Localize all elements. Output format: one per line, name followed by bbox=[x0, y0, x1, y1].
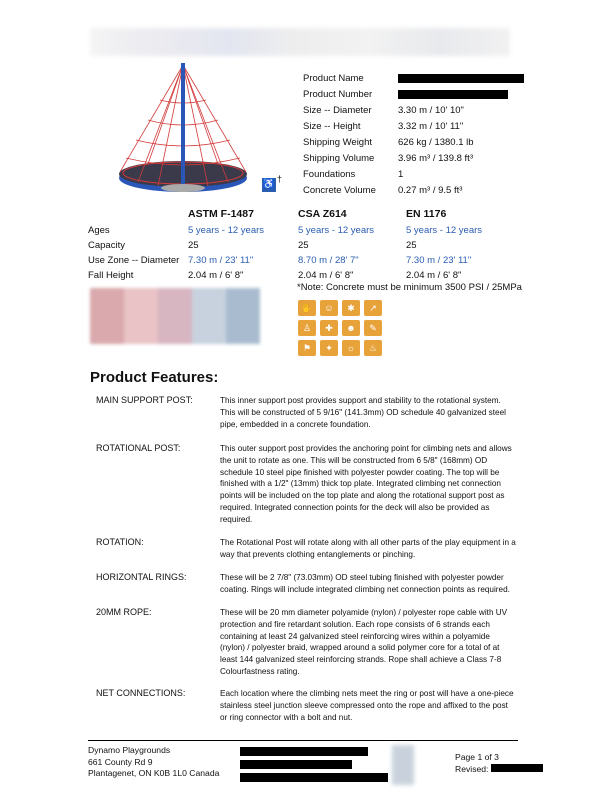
use-zone-value: 8.70 m / 28' 7" bbox=[298, 255, 359, 266]
spec-key: Size -- Height bbox=[303, 120, 361, 132]
spec-row-concrete bbox=[303, 182, 524, 198]
use-zone-value: 7.30 m / 23' 11" bbox=[406, 255, 472, 266]
capacity-value: 25 bbox=[406, 240, 417, 251]
standard-name: EN 1176 bbox=[406, 208, 447, 220]
activity-icon: ✋ bbox=[298, 300, 316, 316]
accessibility-icon: ♿ bbox=[262, 179, 276, 190]
spec-key: Product Number bbox=[303, 88, 373, 100]
redacted-date bbox=[491, 764, 543, 772]
ages-value: 5 years - 12 years bbox=[188, 225, 265, 236]
spec-row-diameter bbox=[303, 102, 524, 118]
feature-label: ROTATIONAL POST: bbox=[96, 443, 181, 453]
redacted-value bbox=[398, 90, 508, 99]
spec-value: 626 kg / 1380.1 lb bbox=[398, 136, 474, 148]
activity-icons bbox=[298, 300, 382, 356]
standards-labels bbox=[88, 208, 179, 285]
feature-label: ROTATION: bbox=[96, 537, 144, 547]
address-line: Plantagenet, ON K0B 1L0 Canada bbox=[88, 768, 220, 778]
address-line: 661 County Rd 9 bbox=[88, 756, 153, 767]
company-name: Dynamo Playgrounds bbox=[88, 745, 171, 755]
spec-key: Foundations bbox=[303, 168, 356, 180]
standard-column-en bbox=[406, 208, 482, 285]
dagger-mark: † bbox=[277, 174, 283, 184]
feature-label: HORIZONTAL RINGS: bbox=[96, 572, 187, 582]
label-fall-height: Fall Height bbox=[88, 270, 134, 281]
color-swatches bbox=[90, 288, 260, 344]
product-illustration bbox=[108, 60, 258, 200]
label-capacity: Capacity bbox=[88, 240, 125, 251]
label-ages: Ages bbox=[88, 225, 110, 236]
spec-row-foundations bbox=[303, 166, 524, 182]
feature-label: MAIN SUPPORT POST: bbox=[96, 395, 193, 405]
activity-icon: ↗ bbox=[364, 300, 382, 316]
feature-text: Each location where the climbing nets meet the ring or post will have a one-piece stainless steel junction sleeve compressed onto the rope and affixed to the post or ring connector with a bolt and nut. bbox=[220, 689, 514, 722]
spec-row-height bbox=[303, 118, 524, 134]
blurred-header bbox=[90, 28, 510, 56]
capacity-value: 25 bbox=[298, 240, 309, 251]
standard-column-astm bbox=[188, 208, 264, 285]
standard-name: CSA Z614 bbox=[298, 208, 347, 220]
ages-value: 5 years - 12 years bbox=[298, 225, 375, 236]
activity-icon: ✦ bbox=[320, 340, 338, 356]
spec-key: Shipping Volume bbox=[303, 152, 375, 164]
concrete-note: *Note: Concrete must be minimum 3500 PSI / 25MPa bbox=[297, 282, 522, 293]
activity-icon: ☻ bbox=[342, 320, 360, 336]
fall-height-value: 2.04 m / 6' 8" bbox=[406, 270, 462, 281]
footer-redacted bbox=[240, 747, 388, 786]
features-title: Product Features: bbox=[90, 369, 219, 386]
feature-text: This outer support post provides the anchoring point for climbing nets and allows the unit to rotate as one. This will be constructed from 6 5/8" (168mm) OD schedule 10 steel pipe finished with polyester powder coating. The top will be finished with a 1/2" (13mm) thick top plate. Integrated climbing net connection points will be included on the top plate and along the rotational support post as required. Integrated connection points for the deck will also be provided as required. bbox=[220, 444, 512, 524]
label-use-zone: Use Zone -- Diameter bbox=[88, 255, 180, 266]
ages-value: 5 years - 12 years bbox=[406, 225, 483, 236]
spec-key: Size -- Diameter bbox=[303, 104, 372, 116]
redacted-value bbox=[398, 74, 524, 83]
activity-icon: ✱ bbox=[342, 300, 360, 316]
revised-label: Revised: bbox=[455, 763, 489, 774]
activity-icon: ☺ bbox=[320, 300, 338, 316]
feature-text: These will be 20 mm diameter polyamide (nylon) / polyester rope cable with UV protection and fire retardant solution. Each rope consists of 6 strands each containing at least 24 galvanized steel reinforcing wires within a polyamide (nylon) / polyester braid, wrapped around a solid polymer core for a total of at least 144 galvanized steel reinforcing strands. Rope shall achieve a Class 7-8 Colourfastness rating. bbox=[220, 608, 508, 676]
capacity-value: 25 bbox=[188, 240, 199, 251]
spec-row-weight bbox=[303, 134, 524, 150]
spec-row-product-number bbox=[303, 86, 524, 102]
standard-column-csa bbox=[298, 208, 374, 285]
fall-height-value: 2.04 m / 6' 8" bbox=[298, 270, 354, 281]
spec-value: 3.30 m / 10' 10" bbox=[398, 104, 464, 116]
feature-label: NET CONNECTIONS: bbox=[96, 688, 186, 698]
footer-divider bbox=[88, 740, 518, 741]
spec-key: Concrete Volume bbox=[303, 184, 376, 196]
redacted-block bbox=[240, 760, 352, 769]
blurred-logo bbox=[392, 745, 414, 785]
activity-icon: ♙ bbox=[298, 320, 316, 336]
activity-icon: ☼ bbox=[342, 340, 360, 356]
activity-icon: ♨ bbox=[364, 340, 382, 356]
footer-address bbox=[88, 745, 219, 780]
fall-height-value: 2.04 m / 6' 8" bbox=[188, 270, 244, 281]
footer-page-info bbox=[455, 752, 543, 775]
spec-value: 3.32 m / 10' 11" bbox=[398, 120, 464, 132]
feature-text: The Rotational Post will rotate along with all other parts of the play equipment in a way that prevents clothing entanglements or pinching. bbox=[220, 538, 516, 559]
spec-row-product-name bbox=[303, 70, 524, 86]
use-zone-value: 7.30 m / 23' 11" bbox=[188, 255, 254, 266]
spec-row-volume bbox=[303, 150, 524, 166]
activity-icon: ⚑ bbox=[298, 340, 316, 356]
spec-table bbox=[303, 70, 524, 198]
standard-name: ASTM F-1487 bbox=[188, 208, 254, 220]
feature-label: 20MM ROPE: bbox=[96, 607, 152, 617]
spec-value: 1 bbox=[398, 168, 404, 180]
activity-icon: ✚ bbox=[320, 320, 338, 336]
spec-value: 0.27 m³ / 9.5 ft³ bbox=[398, 184, 463, 196]
feature-text: These will be 2 7/8" (73.03mm) OD steel tubing finished with polyester powder coating. Rings will include integrated climbing net connection points as required. bbox=[220, 573, 510, 594]
activity-icon: ✎ bbox=[364, 320, 382, 336]
page-number: Page 1 of 3 bbox=[455, 752, 499, 762]
spec-value: 3.96 m³ / 139.8 ft³ bbox=[398, 152, 473, 164]
spec-key: Shipping Weight bbox=[303, 136, 373, 148]
feature-text: This inner support post provides support and stability to the rotational system. This will be constructed of 5 9/16" (141.3mm) OD schedule 40 galvanized steel pipe, embedded in a concrete foundation. bbox=[220, 396, 506, 429]
spec-key: Product Name bbox=[303, 72, 364, 84]
redacted-block bbox=[240, 747, 368, 756]
redacted-block bbox=[240, 773, 388, 782]
